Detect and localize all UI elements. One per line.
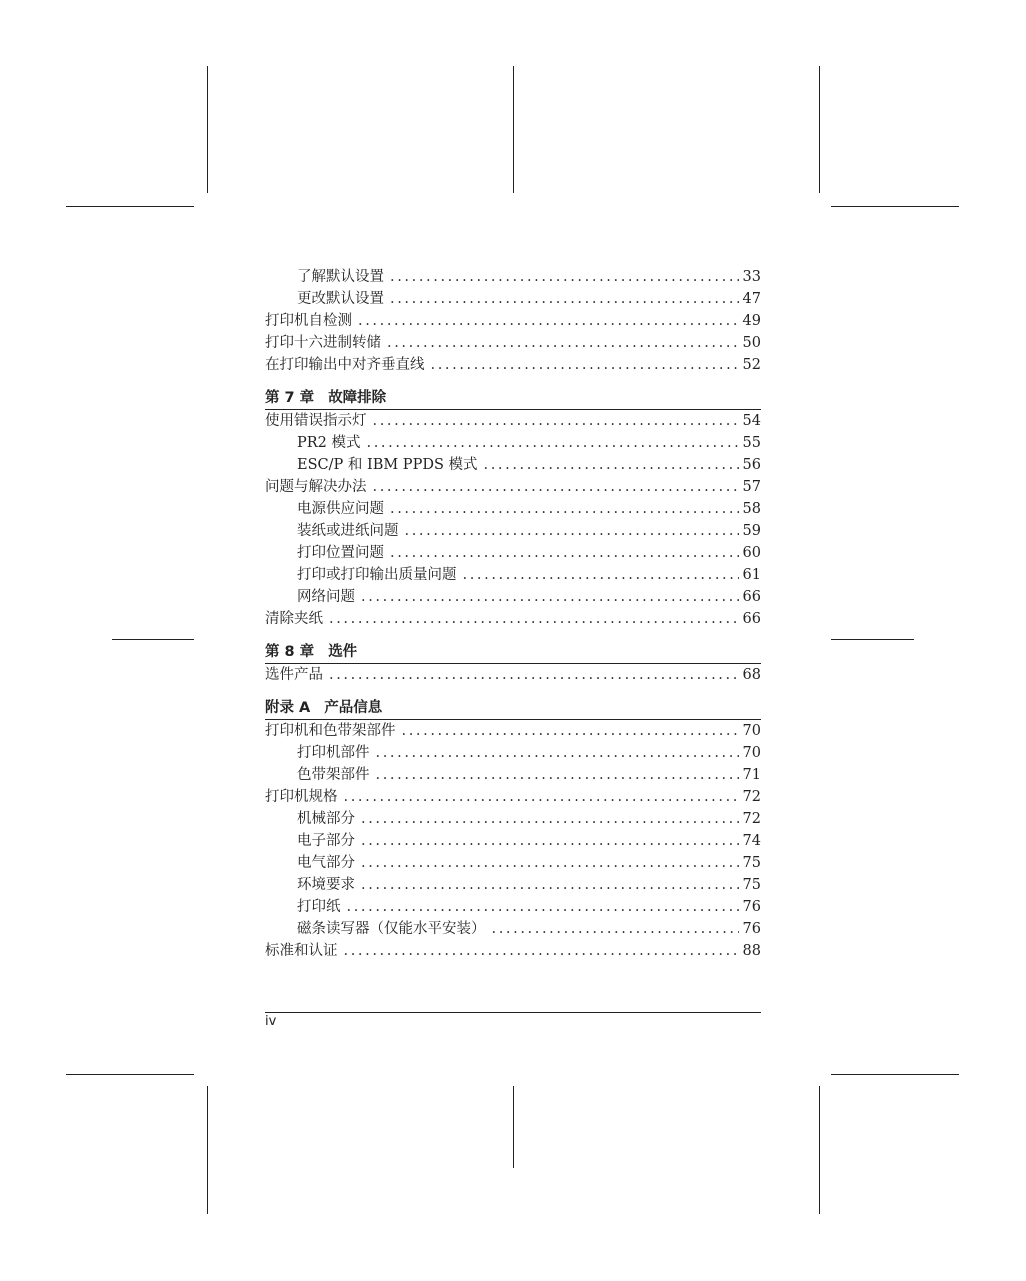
toc-entry-title: 更改默认设置 [297,291,384,307]
dot-leader [390,498,739,520]
crop-mark [207,66,208,193]
dot-leader [361,874,739,896]
toc-entry-page: 75 [742,855,761,871]
crop-mark [513,1086,514,1168]
toc-entry-title: 问题与解决办法 [265,479,367,495]
toc-entry-title: 磁条读写器（仅能水平安装） [297,921,486,937]
dot-leader [361,586,739,608]
toc-entry-page: 33 [742,269,761,285]
toc-entry[interactable] [265,542,761,564]
crop-mark [66,206,194,207]
dot-leader [390,288,739,310]
toc-entry-title: 在打印输出中对齐垂直线 [265,357,425,373]
toc-entry[interactable] [265,720,761,742]
toc-entry-page: 52 [742,357,761,373]
chapter-number: 附录 A [265,700,311,716]
dot-leader [344,940,740,962]
toc-entry-title: 使用错误指示灯 [265,413,367,429]
crop-mark [831,639,914,640]
toc-entry-page: 57 [742,479,761,495]
crop-mark [112,639,194,640]
toc-entry-title: 环境要求 [297,877,355,893]
toc-entry[interactable] [265,918,761,940]
toc-entry-page: 74 [742,833,761,849]
dot-leader [329,608,739,630]
dot-leader [329,664,739,686]
toc-entry-title: 打印机和色带架部件 [265,723,396,739]
dot-leader [373,410,740,432]
crop-mark [819,1086,820,1214]
dot-leader [492,918,740,940]
dot-leader [402,720,740,742]
toc-entry[interactable] [265,830,761,852]
toc-entry-title: 了解默认设置 [297,269,384,285]
dot-leader [358,310,739,332]
dot-leader [484,454,740,476]
toc-entry[interactable] [265,432,761,454]
dot-leader [347,896,740,918]
toc-entry[interactable] [265,310,761,332]
crop-mark [819,66,820,193]
dot-leader [361,852,739,874]
toc-entry-title: 打印机规格 [265,789,338,805]
crop-mark [513,66,514,193]
toc-entry[interactable] [265,608,761,630]
toc-entry[interactable] [265,742,761,764]
toc-entry[interactable] [265,940,761,962]
dot-leader [361,830,739,852]
dot-leader [344,786,740,808]
toc-entry[interactable] [265,288,761,310]
toc-entry-page: 56 [742,457,761,473]
toc-entry-title: 打印纸 [297,899,341,915]
chapter-title: 产品信息 [324,700,383,716]
toc-entry-page: 60 [742,545,761,561]
toc-entry-page: 72 [742,811,761,827]
toc-entry-page: 61 [742,567,761,583]
crop-mark [831,1074,959,1075]
toc-entry-title: ESC/P 和 IBM PPDS 模式 [297,457,478,473]
toc-entry[interactable] [265,454,761,476]
dot-leader [390,266,739,288]
toc-entry-title: 清除夹纸 [265,611,323,627]
toc-entry[interactable] [265,896,761,918]
toc-entry-page: 47 [742,291,761,307]
toc-entry-page: 88 [742,943,761,959]
toc-entry-title: 电子部分 [297,833,355,849]
toc-entry-page: 70 [742,745,761,761]
table-of-contents [265,266,761,962]
toc-entry[interactable] [265,354,761,376]
chapter-heading [265,698,761,720]
toc-entry[interactable] [265,564,761,586]
toc-entry-page: 76 [742,921,761,937]
toc-entry-page: 66 [742,611,761,627]
toc-entry-page: 76 [742,899,761,915]
toc-entry-page: 55 [742,435,761,451]
dot-leader [361,808,739,830]
toc-entry-page: 68 [742,667,761,683]
crop-mark [831,206,959,207]
dot-leader [387,332,739,354]
toc-entry-title: PR2 模式 [297,435,361,451]
chapter-heading [265,642,761,664]
toc-entry-title: 装纸或进纸问题 [297,523,399,539]
toc-entry[interactable] [265,266,761,288]
toc-entry-page: 72 [742,789,761,805]
toc-entry[interactable] [265,498,761,520]
toc-entry-page: 58 [742,501,761,517]
chapter-number: 第 7 章 [265,390,315,406]
toc-entry[interactable] [265,664,761,686]
crop-mark [207,1086,208,1214]
page-number: iv [265,1014,277,1029]
toc-entry[interactable] [265,874,761,896]
toc-entry-page: 66 [742,589,761,605]
chapter-number: 第 8 章 [265,644,315,660]
toc-entry-page: 50 [742,335,761,351]
toc-entry-title: 选件产品 [265,667,323,683]
toc-entry-title: 标准和认证 [265,943,338,959]
toc-entry-title: 打印位置问题 [297,545,384,561]
dot-leader [390,542,739,564]
toc-entry-title: 机械部分 [297,811,355,827]
dot-leader [373,476,740,498]
crop-mark [66,1074,194,1075]
toc-entry-title: 电源供应问题 [297,501,384,517]
chapter-title: 选件 [328,644,358,660]
chapter-heading [265,388,761,410]
toc-entry-page: 71 [742,767,761,783]
dot-leader [431,354,740,376]
toc-entry-title: 打印十六进制转储 [265,335,381,351]
page-footer [265,1012,761,1029]
toc-entry[interactable] [265,852,761,874]
dot-leader [367,432,739,454]
dot-leader [376,764,740,786]
dot-leader [405,520,740,542]
toc-entry-page: 70 [742,723,761,739]
toc-entry-title: 打印或打印输出质量问题 [297,567,457,583]
toc-entry[interactable] [265,808,761,830]
dot-leader [376,742,740,764]
toc-entry-title: 网络问题 [297,589,355,605]
toc-entry[interactable] [265,410,761,432]
toc-entry-page: 54 [742,413,761,429]
toc-entry-page: 49 [742,313,761,329]
toc-entry-page: 59 [742,523,761,539]
toc-entry[interactable] [265,332,761,354]
toc-entry-title: 色带架部件 [297,767,370,783]
toc-entry[interactable] [265,586,761,608]
toc-entry[interactable] [265,764,761,786]
chapter-title: 故障排除 [328,390,387,406]
toc-entry-title: 打印机自检测 [265,313,352,329]
toc-entry[interactable] [265,520,761,542]
toc-entry[interactable] [265,786,761,808]
toc-entry-title: 打印机部件 [297,745,370,761]
dot-leader [463,564,740,586]
toc-entry-page: 75 [742,877,761,893]
toc-entry-title: 电气部分 [297,855,355,871]
toc-entry[interactable] [265,476,761,498]
